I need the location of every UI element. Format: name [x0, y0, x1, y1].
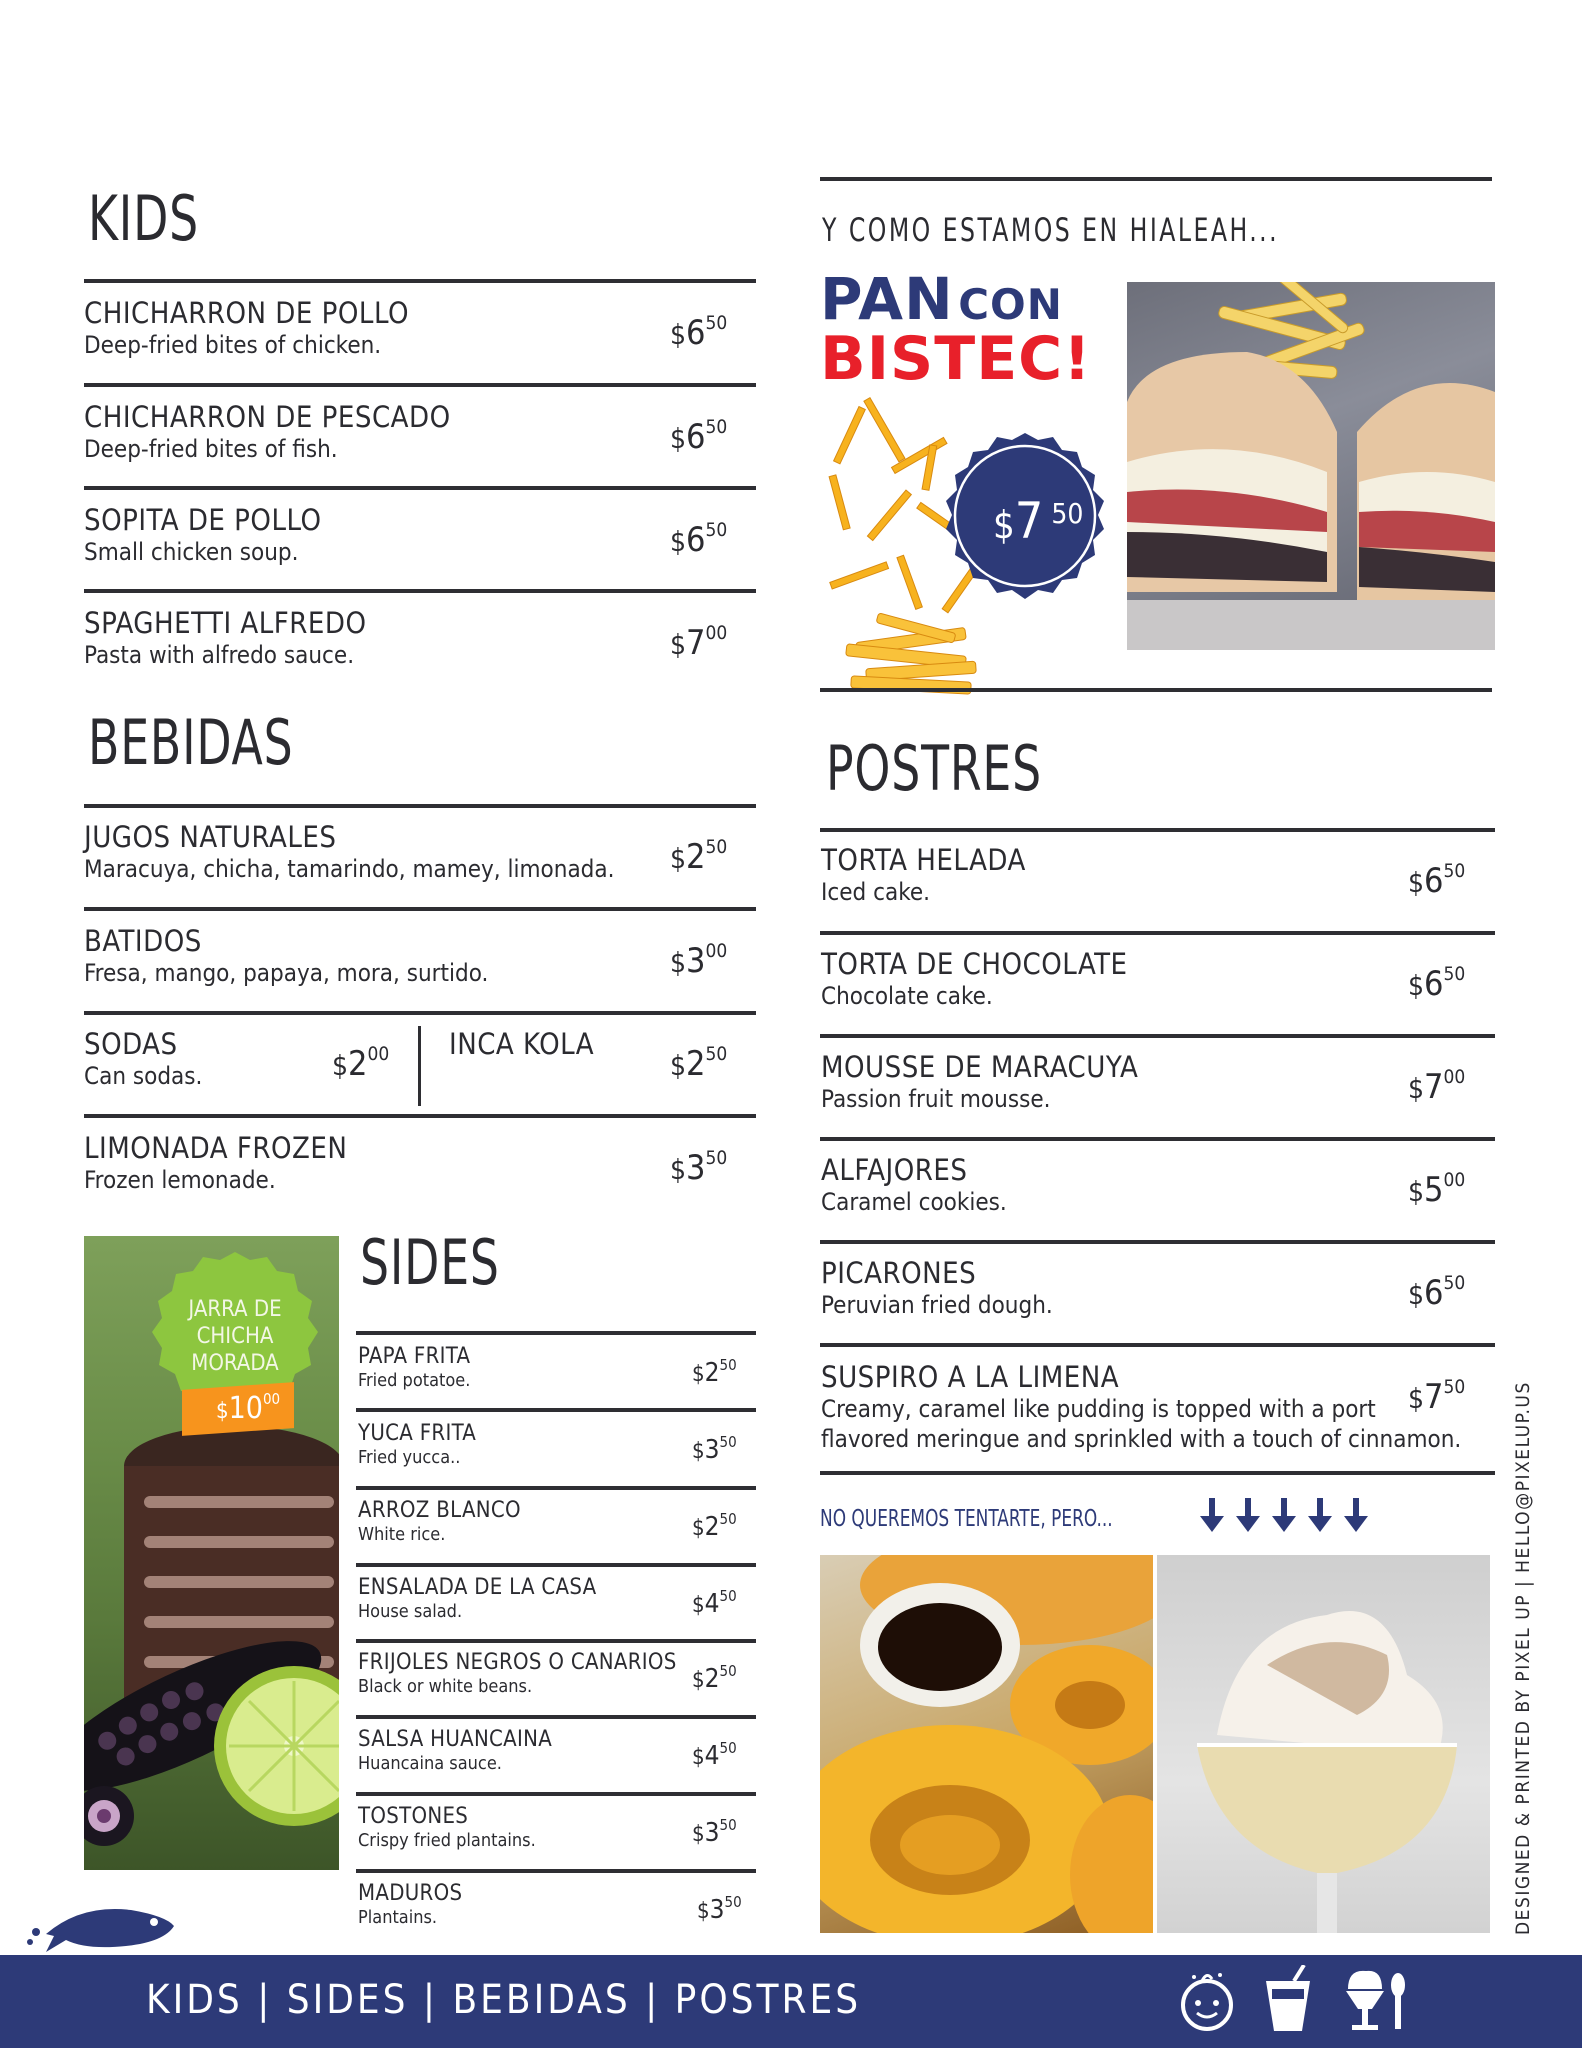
- item-name: FRIJOLES NEGROS O CANARIOS: [358, 1650, 677, 1675]
- price-cents: 00: [705, 622, 728, 644]
- picarones-photo: [820, 1555, 1153, 1933]
- currency: $: [670, 1153, 687, 1186]
- price-main: 6: [686, 520, 706, 560]
- item-price: [692, 1739, 737, 1771]
- menu-item: [84, 820, 614, 884]
- currency: $: [692, 1822, 705, 1847]
- item-name: SPAGHETTI ALFREDO: [84, 606, 367, 640]
- currency: $: [993, 503, 1015, 547]
- item-name: PICARONES: [821, 1256, 977, 1290]
- footer-bar: [0, 1955, 1582, 2048]
- price-main: 4: [704, 1741, 720, 1771]
- currency: $: [670, 525, 687, 558]
- menu-item: [358, 1650, 677, 1698]
- arrow-down-icons: [1200, 1498, 1368, 1532]
- price-cents: 00: [1443, 1169, 1466, 1191]
- price-main: 6: [1424, 1273, 1444, 1313]
- divider: [820, 1137, 1495, 1141]
- item-description: Passion fruit mousse.: [821, 1085, 1051, 1113]
- item-price: [1408, 1376, 1466, 1417]
- item-name: SODAS: [84, 1027, 178, 1061]
- picarones-illustration: [820, 1555, 1153, 1933]
- price-cents: 50: [1051, 497, 1084, 530]
- jarra-line: CHICHA: [196, 1324, 274, 1349]
- price-main: 7: [1014, 492, 1044, 550]
- item-description: Can sodas.: [84, 1062, 203, 1090]
- item-name: ENSALADA DE LA CASA: [358, 1575, 597, 1600]
- menu-item: [821, 1256, 1053, 1320]
- jarra-price: [216, 1390, 281, 1426]
- arrow-down-icon: [1200, 1498, 1224, 1532]
- item-price: [1408, 860, 1466, 901]
- divider: [84, 804, 756, 808]
- item-description: Crispy fried plantains.: [358, 1830, 536, 1851]
- item-description: Fried potatoe.: [358, 1370, 471, 1391]
- price-main: 2: [348, 1044, 368, 1084]
- item-description: Fresa, mango, papaya, mora, surtido.: [84, 959, 489, 987]
- arrow-down-icon: [1272, 1498, 1296, 1532]
- price-cents: 50: [705, 519, 728, 541]
- item-description: Chocolate cake.: [821, 982, 993, 1010]
- item-description: Maracuya, chicha, tamarindo, mamey, limonada.: [84, 855, 615, 883]
- divider: [356, 1715, 756, 1719]
- currency: $: [697, 1899, 710, 1924]
- item-name: SUSPIRO A LA LIMENA: [821, 1360, 1120, 1394]
- kids-title: KIDS: [88, 182, 200, 255]
- price-main: 6: [1424, 964, 1444, 1004]
- item-name: LIMONADA FROZEN: [84, 1131, 348, 1165]
- price-cents: 50: [719, 1587, 737, 1605]
- divider: [84, 589, 756, 593]
- price-cents: 50: [719, 1356, 737, 1374]
- price-cents: 50: [724, 1893, 742, 1911]
- price-cents: 50: [705, 1147, 728, 1169]
- item-name: INCA KOLA: [449, 1027, 595, 1061]
- menu-item: [358, 1575, 597, 1623]
- price-cents: 50: [719, 1739, 737, 1757]
- item-name: BATIDOS: [84, 924, 202, 958]
- sandwich-illustration: [1127, 282, 1495, 650]
- price-cents: 50: [719, 1510, 737, 1528]
- item-description: Caramel cookies.: [821, 1188, 1007, 1216]
- arrow-down-icon: [1236, 1498, 1260, 1532]
- jarra-text: [150, 1296, 320, 1377]
- menu-item: [358, 1881, 462, 1929]
- price-cents: 50: [705, 1043, 728, 1065]
- item-description: Plantains.: [358, 1907, 438, 1928]
- divider: [84, 1011, 756, 1015]
- divider: [820, 1240, 1495, 1244]
- price-main: 2: [704, 1664, 720, 1694]
- item-name: PAPA FRITA: [358, 1344, 471, 1369]
- price-cents: 50: [719, 1816, 737, 1834]
- price-main: 6: [686, 313, 706, 353]
- item-name: JUGOS NATURALES: [84, 820, 337, 854]
- item-name: TOSTONES: [358, 1804, 469, 1829]
- suspiro-illustration: [1157, 1555, 1490, 1933]
- price-main: 7: [1424, 1377, 1444, 1417]
- price-main: 3: [709, 1895, 725, 1925]
- item-name: TORTA HELADA: [821, 843, 1026, 877]
- divider: [84, 486, 756, 490]
- currency: $: [692, 1362, 705, 1387]
- menu-item: [821, 1050, 1138, 1114]
- price-cents: 00: [262, 1390, 281, 1408]
- item-price: [670, 1043, 728, 1084]
- currency: $: [670, 842, 687, 875]
- price-main: 4: [704, 1589, 720, 1619]
- item-description: Small chicken soup.: [84, 538, 299, 566]
- currency: $: [670, 1049, 687, 1082]
- vertical-divider: [418, 1026, 421, 1106]
- item-name: TORTA DE CHOCOLATE: [821, 947, 1128, 981]
- menu-item: [84, 606, 367, 670]
- menu-item: [358, 1804, 536, 1852]
- item-price: [1408, 963, 1466, 1004]
- footer-nav: KIDS | SIDES | BEBIDAS | POSTRES: [146, 1977, 862, 2023]
- currency: $: [692, 1593, 705, 1618]
- promo-title-pan: PAN: [820, 265, 954, 333]
- price-main: 3: [686, 1148, 706, 1188]
- price-main: 3: [686, 941, 706, 981]
- price-cents: 50: [1443, 963, 1466, 985]
- currency: $: [1408, 969, 1425, 1002]
- menu-item: [358, 1344, 470, 1392]
- promo-title-con: CON: [958, 280, 1063, 329]
- item-description: Creamy, caramel like pudding is topped with a port: [821, 1395, 1376, 1423]
- menu-item: [821, 947, 1127, 1011]
- jarra-line: JARRA DE: [188, 1297, 282, 1322]
- suspiro-photo: [1157, 1555, 1490, 1933]
- item-description: Peruvian fried dough.: [821, 1291, 1053, 1319]
- divider: [820, 177, 1492, 181]
- currency: $: [692, 1668, 705, 1693]
- item-price: [332, 1043, 390, 1084]
- menu-item: [84, 503, 322, 567]
- divider: [356, 1639, 756, 1643]
- price-cents: 00: [1443, 1066, 1466, 1088]
- currency: $: [670, 628, 687, 661]
- item-description: Pasta with alfredo sauce.: [84, 641, 355, 669]
- item-price: [670, 836, 728, 877]
- arrow-down-icon: [1344, 1498, 1368, 1532]
- item-name: MADUROS: [358, 1881, 463, 1906]
- promo-price: [993, 492, 1084, 550]
- currency: $: [1408, 1072, 1425, 1105]
- menu-item: [821, 1153, 1007, 1217]
- item-price: [670, 940, 728, 981]
- item-price: [692, 1662, 737, 1694]
- menu-item: [84, 296, 409, 360]
- fish-logo-icon: [26, 1896, 176, 1956]
- price-main: 6: [1424, 861, 1444, 901]
- dessert-icon: [1342, 1963, 1412, 2033]
- menu-item: [84, 400, 451, 464]
- promo-title: [820, 265, 1063, 333]
- jarra-line: MORADA: [191, 1351, 279, 1376]
- divider: [820, 1471, 1495, 1475]
- currency: $: [670, 422, 687, 455]
- divider: [356, 1792, 756, 1796]
- divider: [84, 279, 756, 283]
- menu-item: [449, 1027, 594, 1061]
- item-name: ALFAJORES: [821, 1153, 968, 1187]
- item-price: [1408, 1272, 1466, 1313]
- item-price: [670, 1147, 728, 1188]
- price-main: 2: [704, 1358, 720, 1388]
- menu-item: [358, 1727, 552, 1775]
- divider: [84, 1114, 756, 1118]
- price-main: 5: [1424, 1170, 1444, 1210]
- kids-face-icon: [1172, 1965, 1242, 2035]
- divider: [820, 688, 1492, 692]
- sides-title: SIDES: [360, 1226, 500, 1299]
- currency: $: [692, 1745, 705, 1770]
- divider: [820, 1034, 1495, 1038]
- item-price: [670, 312, 728, 353]
- item-name: MOUSSE DE MARACUYA: [821, 1050, 1139, 1084]
- item-price: [670, 622, 728, 663]
- item-description: Fried yucca..: [358, 1447, 461, 1468]
- pan-con-bistec-photo: [1127, 282, 1495, 650]
- bebidas-title: BEBIDAS: [88, 706, 294, 779]
- item-description: flavored meringue and sprinkled with a touch of cinnamon.: [821, 1425, 1462, 1453]
- currency: $: [332, 1049, 349, 1082]
- menu-item: [821, 843, 1026, 907]
- item-description: Frozen lemonade.: [84, 1166, 276, 1194]
- price-cents: 50: [1443, 860, 1466, 882]
- divider: [356, 1869, 756, 1873]
- item-price: [692, 1356, 737, 1388]
- item-name: YUCA FRITA: [358, 1421, 477, 1446]
- menu-item: [84, 1131, 347, 1195]
- tempt-text: NO QUEREMOS TENTARTE, PERO...: [820, 1506, 1113, 1532]
- item-price: [1408, 1169, 1466, 1210]
- price-cents: 50: [705, 836, 728, 858]
- divider: [84, 907, 756, 911]
- price-cents: 00: [705, 940, 728, 962]
- menu-item: [84, 1027, 202, 1091]
- price-cents: 50: [719, 1662, 737, 1680]
- currency: $: [670, 946, 687, 979]
- item-price: [670, 519, 728, 560]
- item-name: ARROZ BLANCO: [358, 1498, 521, 1523]
- price-cents: 50: [719, 1433, 737, 1451]
- divider: [356, 1331, 756, 1335]
- price-main: 2: [686, 1044, 706, 1084]
- item-description: Iced cake.: [821, 878, 930, 906]
- menu-item: [358, 1421, 476, 1469]
- divider: [356, 1408, 756, 1412]
- currency: $: [1408, 1278, 1425, 1311]
- divider: [356, 1486, 756, 1490]
- item-name: SOPITA DE POLLO: [84, 503, 322, 537]
- price-main: 2: [686, 837, 706, 877]
- item-price: [692, 1433, 737, 1465]
- currency: $: [1408, 866, 1425, 899]
- item-name: CHICHARRON DE PESCADO: [84, 400, 451, 434]
- item-description: Huancaina sauce.: [358, 1753, 502, 1774]
- drink-icon: [1258, 1965, 1318, 2035]
- menu-item: [821, 1360, 1461, 1454]
- price-main: 10: [228, 1391, 263, 1426]
- menu-item: [84, 924, 488, 988]
- promo-tagline: Y COMO ESTAMOS EN HIALEAH...: [822, 211, 1280, 249]
- promo-title-bistec: BISTEC!: [820, 324, 1092, 394]
- item-price: [692, 1587, 737, 1619]
- divider: [84, 383, 756, 387]
- designer-credit: DESIGNED & PRINTED BY PIXEL UP | HELLO@PIXELUP.US: [1512, 1381, 1534, 1935]
- item-description: White rice.: [358, 1524, 446, 1545]
- item-price: [692, 1510, 737, 1542]
- item-description: Deep-fried bites of fish.: [84, 435, 338, 463]
- divider: [820, 1343, 1495, 1347]
- price-cents: 50: [1443, 1376, 1466, 1398]
- item-name: SALSA HUANCAINA: [358, 1727, 553, 1752]
- item-price: [692, 1816, 737, 1848]
- item-price: [697, 1893, 742, 1925]
- price-main: 3: [704, 1818, 720, 1848]
- item-price: [670, 416, 728, 457]
- postres-title: POSTRES: [826, 732, 1043, 805]
- divider: [820, 931, 1495, 935]
- price-main: 6: [686, 417, 706, 457]
- price-main: 2: [704, 1512, 720, 1542]
- item-description: Black or white beans.: [358, 1676, 533, 1697]
- arrow-down-icon: [1308, 1498, 1332, 1532]
- item-description: House salad.: [358, 1601, 463, 1622]
- currency: $: [1408, 1382, 1425, 1415]
- divider: [356, 1563, 756, 1567]
- price-cents: 50: [705, 416, 728, 438]
- currency: $: [692, 1516, 705, 1541]
- currency: $: [1408, 1175, 1425, 1208]
- divider: [820, 828, 1495, 832]
- currency: $: [692, 1439, 705, 1464]
- price-main: 7: [686, 623, 706, 663]
- currency: $: [670, 318, 687, 351]
- item-name: CHICHARRON DE POLLO: [84, 296, 409, 330]
- price-cents: 50: [1443, 1272, 1466, 1294]
- price-main: 3: [704, 1435, 720, 1465]
- price-cents: 50: [705, 312, 728, 334]
- price-cents: 00: [367, 1043, 390, 1065]
- item-price: [1408, 1066, 1466, 1107]
- item-description: Deep-fried bites of chicken.: [84, 331, 382, 359]
- currency: $: [216, 1399, 229, 1424]
- price-main: 7: [1424, 1067, 1444, 1107]
- menu-item: [358, 1498, 521, 1546]
